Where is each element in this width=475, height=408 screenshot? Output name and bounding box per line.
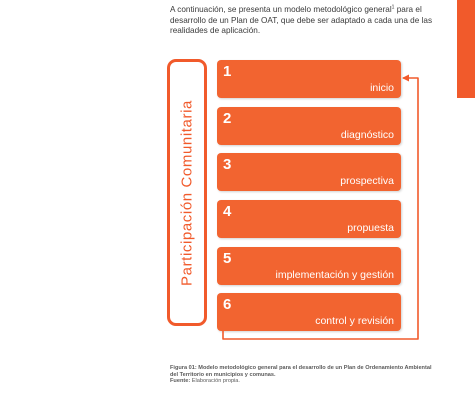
caption-source-text: Elaboración propia. — [190, 378, 240, 385]
step-2-box — [217, 107, 401, 145]
caption-source-label: Fuente: — [170, 378, 191, 385]
step-3-label: prospectiva — [340, 175, 394, 187]
community-participation-box — [167, 59, 207, 326]
step-3-number: 3 — [223, 156, 232, 173]
intro-paragraph — [170, 5, 455, 37]
step-5-number: 5 — [223, 250, 232, 267]
accent-bar — [457, 0, 475, 98]
step-4-box — [217, 200, 401, 238]
step-6-label: control y revisión — [315, 315, 394, 327]
step-1-label: inicio — [370, 82, 394, 94]
caption-title-line — [170, 365, 440, 378]
figure-caption — [170, 365, 440, 385]
arrowhead-icon — [402, 75, 409, 82]
step-1-box — [217, 60, 401, 98]
step-2-number: 2 — [223, 110, 232, 127]
caption-source-line — [170, 378, 440, 385]
step-2-label: diagnóstico — [340, 129, 394, 141]
step-6-number: 6 — [223, 296, 232, 313]
step-6-box — [217, 293, 401, 331]
step-4-number: 4 — [223, 203, 232, 220]
step-4-label: propuesta — [347, 222, 394, 234]
intro-text-after: para el desarrollo de un Plan de OAT, que debe ser adaptado a cada una de las realidades de aplicación. — [170, 5, 433, 36]
step-3-box — [217, 153, 401, 191]
step-1-number: 1 — [223, 63, 232, 80]
caption-figure-label: Figura 01: — [170, 365, 197, 371]
community-participation-label: Participación Comunitaria — [178, 99, 196, 286]
footnote-ref[interactable]: 1 — [391, 4, 395, 11]
intro-text-before: A continuación, se presenta un modelo metodológico general — [170, 5, 392, 14]
caption-figure-title: Modelo metodológico general para el desarrollo de un Plan de Ordenamiento Ambiental del Territorio en municipios y comunas. — [170, 365, 432, 378]
step-5-box — [217, 247, 401, 285]
step-5-label: implementación y gestión — [275, 269, 394, 281]
